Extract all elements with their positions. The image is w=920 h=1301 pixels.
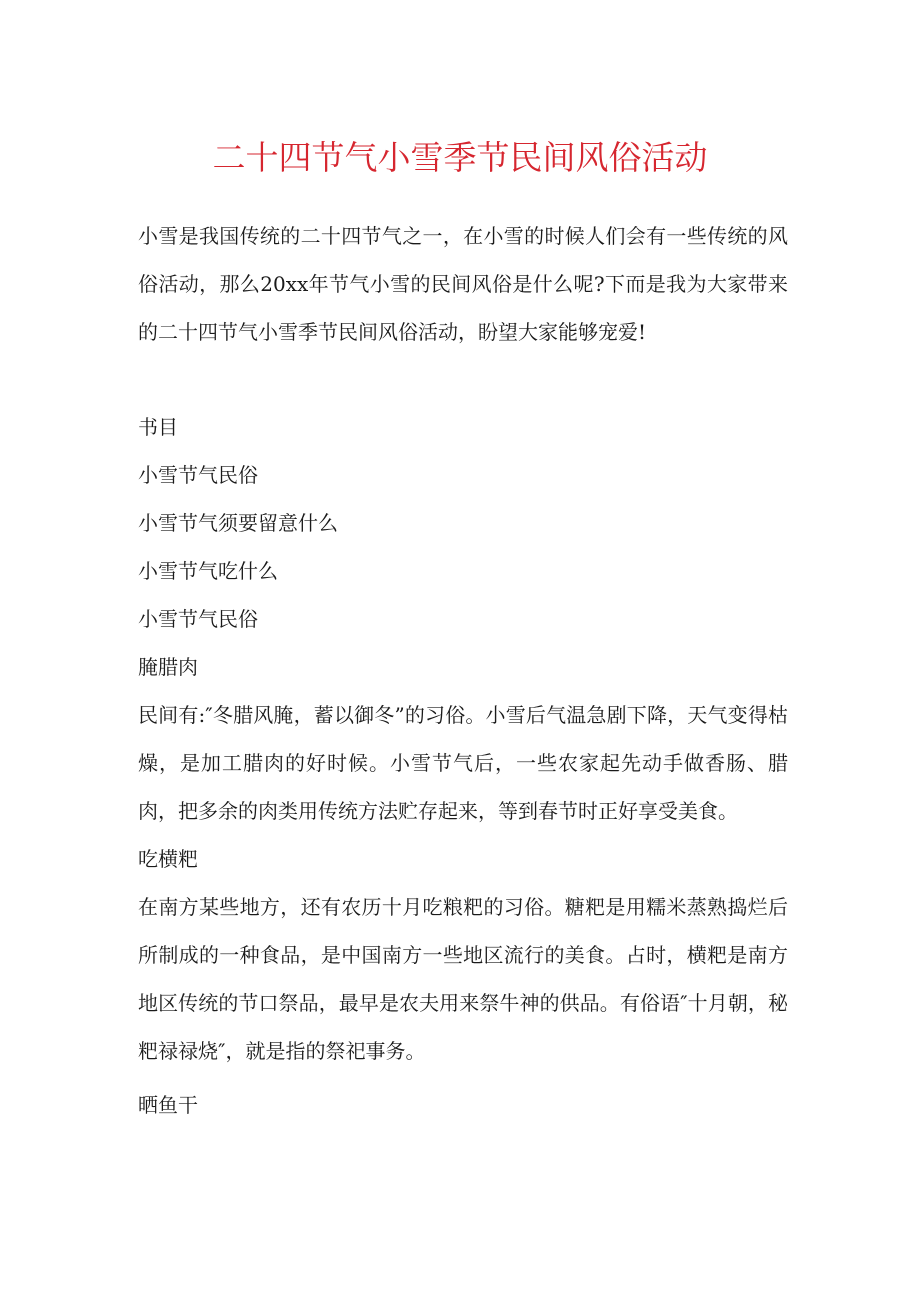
toc-item: 小雪节气须要留意什么	[138, 511, 338, 535]
intro-paragraph: 小雪是我国传统的二十四节气之一，在小雪的时候人们会有一些传统的风俗活动，那么20xx年节气小雪的民间风俗是什么呢?下而是我为大家带来的二十四节气小雪季节民间风俗活动，盼望大家能够宠爱!	[138, 224, 788, 344]
toc-item: 小雪节气吃什么	[138, 559, 278, 583]
toc-item: 小雪节气民俗	[138, 463, 258, 487]
subsection-body: 民间有:″冬腊风腌，蓄以御冬”的习俗。小雪后气温急剧下降，天气变得枯燥，是加工腊肉的好时候。小雪节气后，一些农家起先动手做香肠、腊肉，把多余的肉类用传统方法贮存起来，等到春节时正好享受美食。	[138, 703, 788, 823]
toc-heading: 书目	[138, 415, 178, 439]
document-title: 二十四节气小雪季节民间风俗活动	[212, 138, 708, 177]
subsection-body: 在南方某些地方，还有农历十月吃粮粑的习俗。糖粑是用糯米蒸熟捣烂后所制成的一种食品，是中国南方一些地区流行的美食。占时，横粑是南方地区传统的节口祭品，最早是农夫用来祭牛神的供品。有俗语″十月朝，秘粑禄禄烧″，就是指的祭祀事务。	[138, 895, 788, 1063]
subsection-heading: 腌腊肉	[138, 655, 198, 679]
subsection-heading: 晒鱼干	[138, 1093, 198, 1117]
subsection-heading: 吃横粑	[138, 847, 198, 871]
section-heading: 小雪节气民俗	[138, 607, 258, 631]
